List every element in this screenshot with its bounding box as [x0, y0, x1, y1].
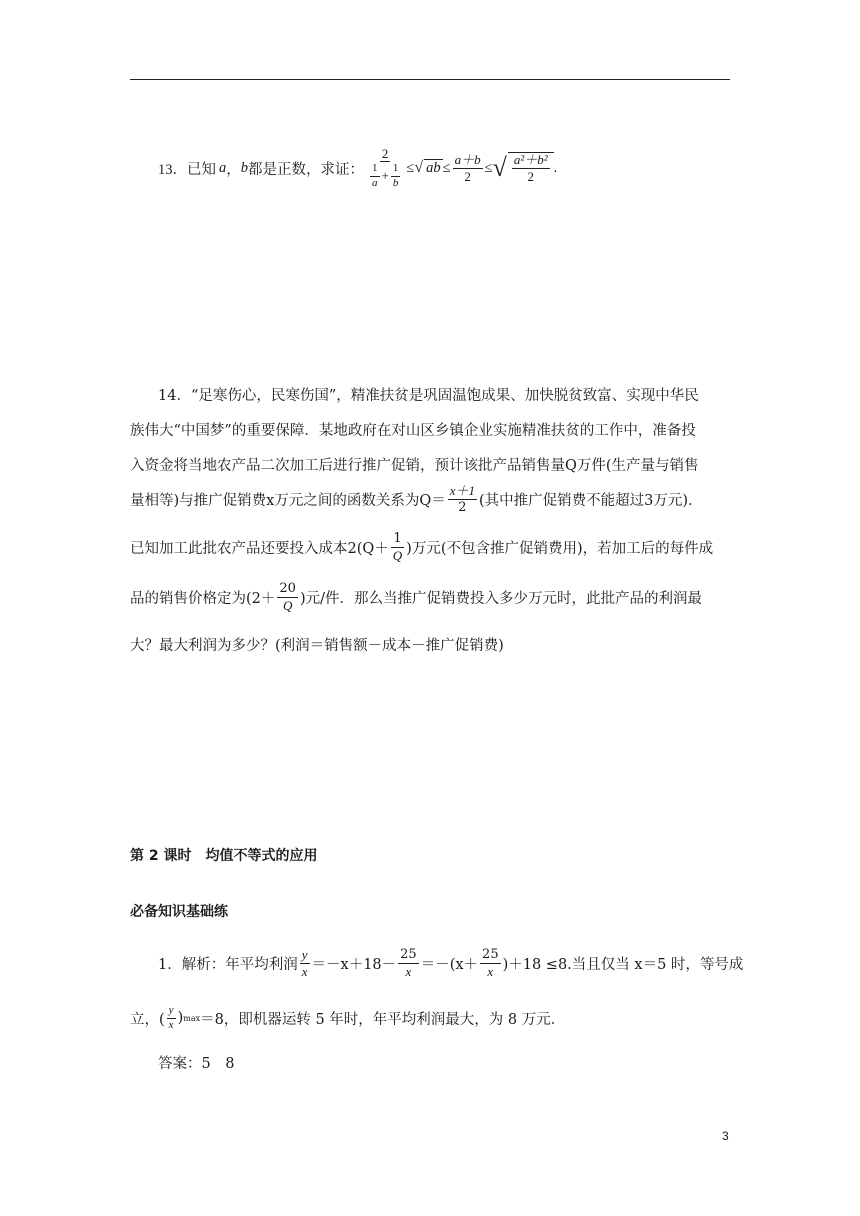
sqrt-ab-text: ab [426, 160, 441, 176]
twenty-q-num: 20 [279, 580, 296, 596]
answer-1-line-2 [130, 996, 565, 1040]
hm-numerator: 2 [381, 145, 389, 161]
answer-1-result: 答案：5 8 [158, 1056, 235, 1072]
25x-num-1: 25 [400, 946, 417, 962]
answer-1-pre: 1．解析：年平均利润 [158, 956, 298, 973]
twentyfive-over-x-fraction-2 [480, 948, 501, 978]
twenty-q-den: Q [282, 597, 293, 613]
page-number: 3 [722, 1129, 729, 1143]
q13-var-a: a [219, 159, 227, 176]
rms-fraction [512, 153, 550, 183]
rms-denominator: 2 [527, 169, 534, 184]
sqrt-ab [424, 159, 443, 177]
q-func-den: 2 [458, 499, 467, 515]
q14-line-6-pre: 品的销售价格定为(2＋ [130, 590, 276, 607]
answer-1-line-2-post: ＝8，即机器运转 5 年时，年平均利润最大，为 8 万元． [200, 1011, 566, 1028]
q13-period: . [553, 159, 558, 176]
header-rule [130, 79, 730, 80]
q13-number: 13． [158, 161, 187, 178]
q14-line-3: 入资金将当地农产品二次加工后进行推广促销，预计该批产品销售量Q万件(生产量与销售 [130, 458, 699, 474]
section-subtitle: 必备知识基础练 [130, 904, 228, 920]
yx-num: y [301, 946, 308, 962]
q13-var-b: b [240, 159, 248, 176]
answer-1-close-paren: ) [177, 1010, 184, 1026]
q14-line-7: 大？最大利润为多少？(利润＝销售额－成本－推广促销费) [130, 638, 504, 654]
one-a-den: a [372, 176, 378, 189]
answer-1-line-2-pre: 立，( [130, 1011, 165, 1028]
max-subscript: max [183, 1013, 201, 1023]
sqrt-symbol-1: √ [414, 159, 424, 176]
q14-line-5-post: )万元(不包含推广促销费用)，若加工后的每件成 [406, 540, 714, 557]
q14-line-4-pre: 量相等)与推广促销费x万元之间的函数关系为Q＝ [130, 492, 446, 509]
one-over-b [391, 163, 401, 189]
25x-num-2: 25 [482, 946, 499, 962]
le-sign-2: ≤ [442, 159, 451, 176]
am-denominator: 2 [464, 168, 471, 184]
one-q-den: Q [392, 547, 403, 563]
q14-line-2: 族伟大“中国梦”的重要保障．某地政府在对山区乡镇企业实施精准扶贫的工作中，准备投 [130, 423, 696, 439]
25x-den-1: x [405, 963, 412, 979]
q14-line-4 [130, 476, 703, 522]
twentyfive-over-x-fraction-1 [398, 948, 419, 978]
q14-line-6 [130, 574, 702, 620]
q14-line-4-post: (其中推广促销费不能超过3万元)． [479, 492, 703, 509]
yx-max-den: x [168, 1018, 174, 1031]
answer-1-mid-2: ＝－(x＋ [420, 956, 479, 973]
le-sign-3: ≤ [484, 159, 493, 176]
q14-line-5 [130, 524, 713, 570]
one-over-q-fraction [391, 532, 404, 562]
q-func-num: x＋1 [449, 482, 476, 498]
one-b-num: 1 [391, 163, 401, 177]
hm-plus: + [381, 168, 389, 184]
q-function-fraction [448, 484, 477, 514]
answer-1-post: )＋18 ≤8.当且仅当 x＝5 时，等号成 [502, 956, 744, 973]
yx-max-num: y [167, 1005, 176, 1019]
y-over-x-fraction [300, 948, 310, 978]
y-over-x-max-fraction [167, 1005, 176, 1031]
answer-1-line-1 [158, 940, 743, 986]
q14-line-1: 14．“足寒伤心，民寒伤国”，精准扶贫是巩固温饱成果、加快脱贫致富、实现中华民 [158, 388, 699, 404]
q13-comma: ， [226, 161, 241, 178]
harmonic-mean-fraction [366, 147, 404, 190]
one-over-a [370, 163, 380, 189]
one-q-num: 1 [393, 530, 402, 546]
sqrt-symbol-2: √ [492, 153, 507, 182]
twenty-over-q-fraction [277, 582, 298, 612]
q13-text-b: 都是正数，求证： [248, 161, 364, 178]
question-13 [158, 136, 557, 200]
rms-numerator: a²＋b² [513, 152, 548, 168]
le-sign-1: ≤ [406, 159, 415, 176]
q13-text-a: 已知 [187, 161, 216, 178]
one-b-den: b [392, 176, 399, 189]
sqrt-rms [508, 152, 554, 183]
arith-mean-fraction [453, 153, 483, 183]
am-numerator: a＋b [454, 151, 481, 167]
yx-den: x [301, 963, 308, 979]
q14-line-5-pre: 已知加工此批农产品还要投入成本2(Q＋ [130, 540, 389, 557]
25x-den-2: x [487, 963, 494, 979]
hm-denominator [366, 162, 404, 189]
answer-1-mid-1: ＝－x＋18－ [311, 956, 397, 973]
q14-line-6-post: )元/件．那么当推广促销费投入多少万元时，此批产品的利润最 [299, 590, 702, 607]
one-a-num: 1 [370, 163, 380, 177]
section-title: 第 2 课时 均值不等式的应用 [130, 848, 318, 864]
